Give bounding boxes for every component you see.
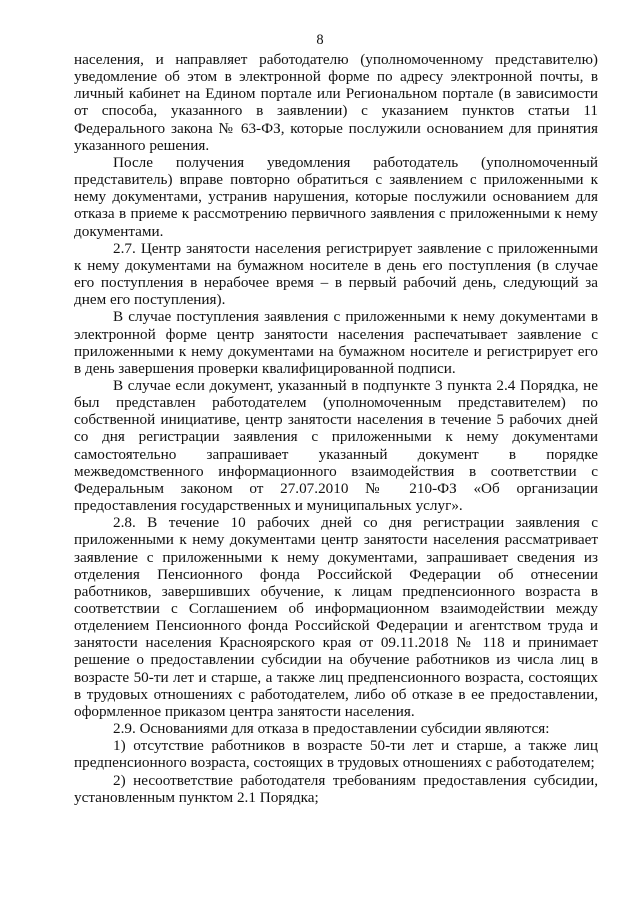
list-item-refusal-1: 1) отсутствие работников в возрасте 50-ти лет и старше, а также лиц предпенсионного возраста, состоящих в трудовых отношениях с работодателем; [74, 737, 598, 772]
paragraph-electronic-registration: В случае поступления заявления с приложенными к нему документами в электронной форме центр занятости населения распечатывает заявление с приложенными к нему документами на бумажном носителе и регистрирует его в день завершения проверки квалифицированной подписи. [74, 308, 598, 377]
paragraph-notification-sent: населения, и направляет работодателю (уполномоченному представителю) уведомление об этом в электронной форме по адресу электронной почты, в личный кабинет на Едином портале или Региональном портале (в зависимости от способа, указанного в заявлении) с указанием пунктов статьи 11 Федерального закона № 63-ФЗ, которые послужили основанием для принятия указанного решения. [74, 51, 598, 154]
paragraph-repeat-application: После получения уведомления работодатель (уполномоченный представитель) вправе повторно обратиться с заявлением с приложенными к нему документами, устранив нарушения, которые послужили основанием для отказа в приеме к рассмотрению первичного заявления с приложенными к нему документами. [74, 153, 598, 240]
paragraph-2-9-refusal-grounds: 2.9. Основаниями для отказа в предоставлении субсидии являются: [113, 720, 550, 738]
document-body [74, 51, 598, 806]
list-item-refusal-2: 2) несоответствие работодателя требованиям предоставления субсидии, установленным пунктом 2.1 Порядка; [74, 771, 598, 806]
paragraph-2-8-review: 2.8. В течение 10 рабочих дней со дня регистрации заявления с приложенными к нему документами центр занятости населения рассматривает заявление с приложенными к нему документами, запрашивает сведения из отделения Пенсионного фонда Российской Федерации об отнесении работников, завершивших обучение, к лицам предпенсионного возраста в соответствии с Соглашением об информационном взаимодействии между отделением Пенсионного фонда Российской Федерации и агентством труда и занятости населения Красноярского края от 09.11.2018 № 118 и принимает решение о предоставлении субсидии на обучение работников из числа лиц в возрасте 50-ти лет и старше, а также лиц предпенсионного возраста, состоящих в трудовых отношениях с работодателем, либо об отказе в ее предоставлении, оформленное приказом центра занятости населения. [74, 514, 598, 720]
page-number: 8 [316, 32, 324, 48]
paragraph-2-7-registration: 2.7. Центр занятости населения регистрирует заявление с приложенными к нему документами на бумажном носителе в день его поступления (в случае его поступления в нерабочее время – в первый рабочий день, следующий за днем его поступления). [74, 239, 598, 309]
paragraph-interagency-request: В случае если документ, указанный в подпункте 3 пункта 2.4 Порядка, не был представлен работодателем (уполномоченным представителем) по собственной инициативе, центр занятости населения в течение 5 рабочих дней со дня регистрации заявления с приложенными к нему документами самостоятельно запрашивает указанный документ в порядке межведомственного информационного взаимодействия в соответствии с Федеральным законом от 27.07.2010 № 210-ФЗ «Об организации предоставления государственных и муниципальных услуг». [74, 376, 598, 515]
